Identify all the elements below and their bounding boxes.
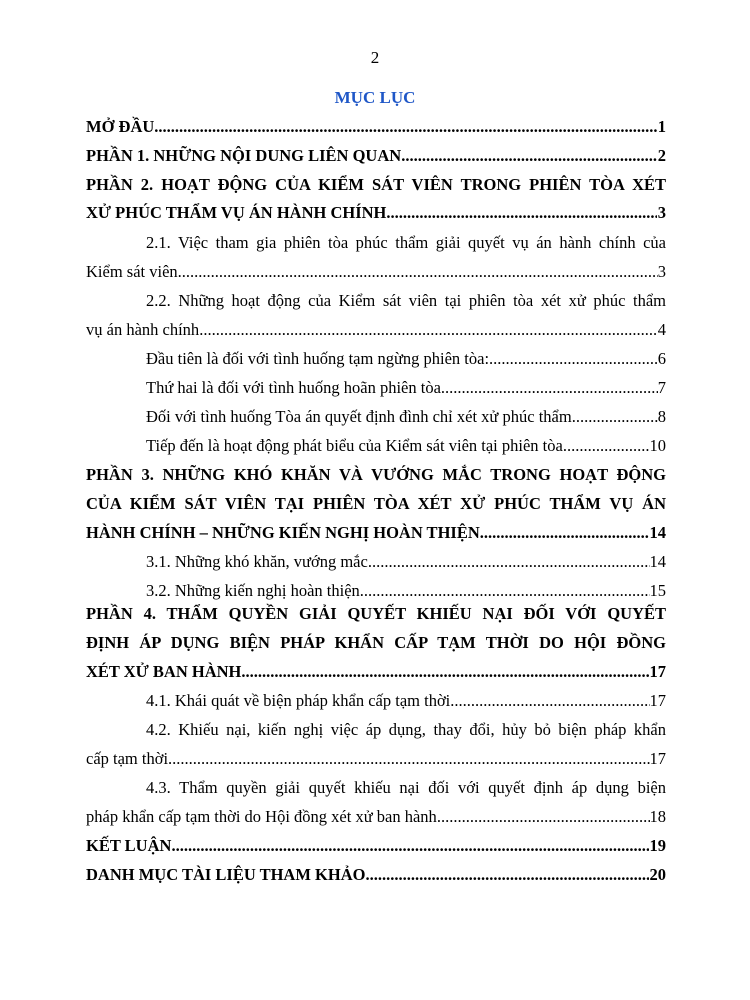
toc-entry-phan-3-line2[interactable]: CỦA KIỂM SÁT VIÊN TẠI PHIÊN TÒA XÉT XỬ PHÚC THẨM VỤ ÁN <box>86 494 666 513</box>
toc-entry-ket-luan[interactable] <box>86 836 666 862</box>
toc-entry-page: 17 <box>649 691 666 710</box>
toc-entry-text: MỞ ĐẦU <box>86 117 155 136</box>
toc-entry-phan-4[interactable] <box>86 662 666 688</box>
toc-entry-text: DANH MỤC TÀI LIỆU THAM KHẢO <box>86 865 366 884</box>
toc-entry-2-2-line1[interactable]: 2.2. Những hoạt động của Kiểm sát viên tại phiên tòa xét xử phúc thẩm <box>146 291 666 310</box>
toc-entry-page: 7 <box>657 378 666 397</box>
toc-entry-page: 3 <box>657 262 666 281</box>
toc-entry-phan-2[interactable] <box>86 203 666 229</box>
toc-entry-phan-3-line1[interactable]: PHẦN 3. NHỮNG KHÓ KHĂN VÀ VƯỚNG MẮC TRONG HOẠT ĐỘNG <box>86 465 666 484</box>
toc-entry-page: 4 <box>657 320 666 339</box>
toc-entry-page: 3 <box>657 203 666 222</box>
toc-entry-page: 18 <box>649 807 666 826</box>
toc-entry-text: Kiểm sát viên <box>86 262 178 281</box>
toc-entry-4-2[interactable] <box>86 749 666 775</box>
toc-entry-page: 15 <box>649 581 666 600</box>
toc-title: MỤC LỤC <box>334 88 416 107</box>
toc-entry-text: PHẦN 1. NHỮNG NỘI DUNG LIÊN QUAN <box>86 146 402 165</box>
toc-entry-text: XỬ PHÚC THẨM VỤ ÁN HÀNH CHÍNH <box>86 203 387 222</box>
toc-entry-page: 6 <box>657 349 666 368</box>
toc-entry-phan-3[interactable] <box>86 523 666 549</box>
toc-entry-text: cấp tạm thời <box>86 749 169 768</box>
toc-entry-text: XÉT XỬ BAN HÀNH <box>86 662 242 681</box>
toc-entry-4-3-line1[interactable]: 4.3. Thẩm quyền giải quyết khiếu nại đối với quyết định áp dụng biện <box>146 778 666 797</box>
toc-entry-phat-bieu[interactable] <box>146 436 666 462</box>
toc-entry-text: Đối với tình huống Tòa án quyết định đình chỉ xét xử phúc thẩm <box>146 407 572 426</box>
toc-entry-text: Thứ hai là đối với tình huống hoãn phiên tòa <box>146 378 441 397</box>
toc-entry-text: KẾT LUẬN <box>86 836 172 855</box>
toc-entry-phan-2-line1[interactable]: PHẦN 2. HOẠT ĐỘNG CỦA KIỂM SÁT VIÊN TRONG PHIÊN TÒA XÉT <box>86 175 666 194</box>
toc-entry-tam-ngung[interactable] <box>146 349 666 375</box>
toc-entry-page: 17 <box>649 749 666 768</box>
toc-entry-dinh-chi[interactable] <box>146 407 666 433</box>
toc-entry-tai-lieu[interactable] <box>86 865 666 891</box>
toc-entry-text: 3.2. Những kiến nghị hoàn thiện <box>146 581 360 600</box>
toc-entry-text: pháp khẩn cấp tạm thời do Hội đồng xét xử ban hành <box>86 807 437 826</box>
toc-entry-mo-dau[interactable] <box>86 117 666 143</box>
toc-entry-page: 2 <box>657 146 666 165</box>
toc-entry-page: 20 <box>649 865 666 884</box>
toc-entry-text: 4.1. Khái quát về biện pháp khẩn cấp tạm thời <box>146 691 451 710</box>
toc-entry-text: vụ án hành chính <box>86 320 200 339</box>
toc-entry-page: 10 <box>649 436 666 455</box>
toc-entry-hoan-phien-toa[interactable] <box>146 378 666 404</box>
toc-entry-2-2[interactable] <box>86 320 666 346</box>
toc-entry-text: 3.1. Những khó khăn, vướng mắc <box>146 552 368 571</box>
toc-entry-phan-1[interactable] <box>86 146 666 172</box>
toc-entry-text: HÀNH CHÍNH – NHỮNG KIẾN NGHỊ HOÀN THIỆN <box>86 523 480 542</box>
toc-entry-4-2-line1[interactable]: 4.2. Khiếu nại, kiến nghị việc áp dụng, thay đổi, hủy bỏ biện pháp khẩn <box>146 720 666 739</box>
page-number: 2 <box>370 48 380 67</box>
toc-entry-2-1-line1[interactable]: 2.1. Việc tham gia phiên tòa phúc thẩm giải quyết vụ án hành chính của <box>146 233 666 252</box>
toc-entry-page: 14 <box>649 523 666 542</box>
toc-entry-3-1[interactable] <box>146 552 666 578</box>
toc-entry-page: 17 <box>649 662 666 681</box>
toc-entry-text: Tiếp đến là hoạt động phát biểu của Kiểm sát viên tại phiên tòa <box>146 436 563 455</box>
toc-entry-page: 8 <box>657 407 666 426</box>
toc-entry-phan-4-line2[interactable]: ĐỊNH ÁP DỤNG BIỆN PHÁP KHẨN CẤP TẠM THỜI DO HỘI ĐỒNG <box>86 633 666 652</box>
toc-entry-4-1[interactable] <box>146 691 666 717</box>
toc-entry-4-3[interactable] <box>86 807 666 833</box>
toc-entry-phan-4-line1[interactable]: PHẦN 4. THẨM QUYỀN GIẢI QUYẾT KHIẾU NẠI ĐỐI VỚI QUYẾT <box>86 604 666 623</box>
toc-entry-2-1[interactable] <box>86 262 666 288</box>
toc-entry-text: Đầu tiên là đối với tình huống tạm ngừng phiên tòa: <box>146 349 490 368</box>
toc-entry-page: 1 <box>657 117 666 136</box>
toc-entry-page: 14 <box>649 552 666 571</box>
toc-entry-page: 19 <box>649 836 666 855</box>
